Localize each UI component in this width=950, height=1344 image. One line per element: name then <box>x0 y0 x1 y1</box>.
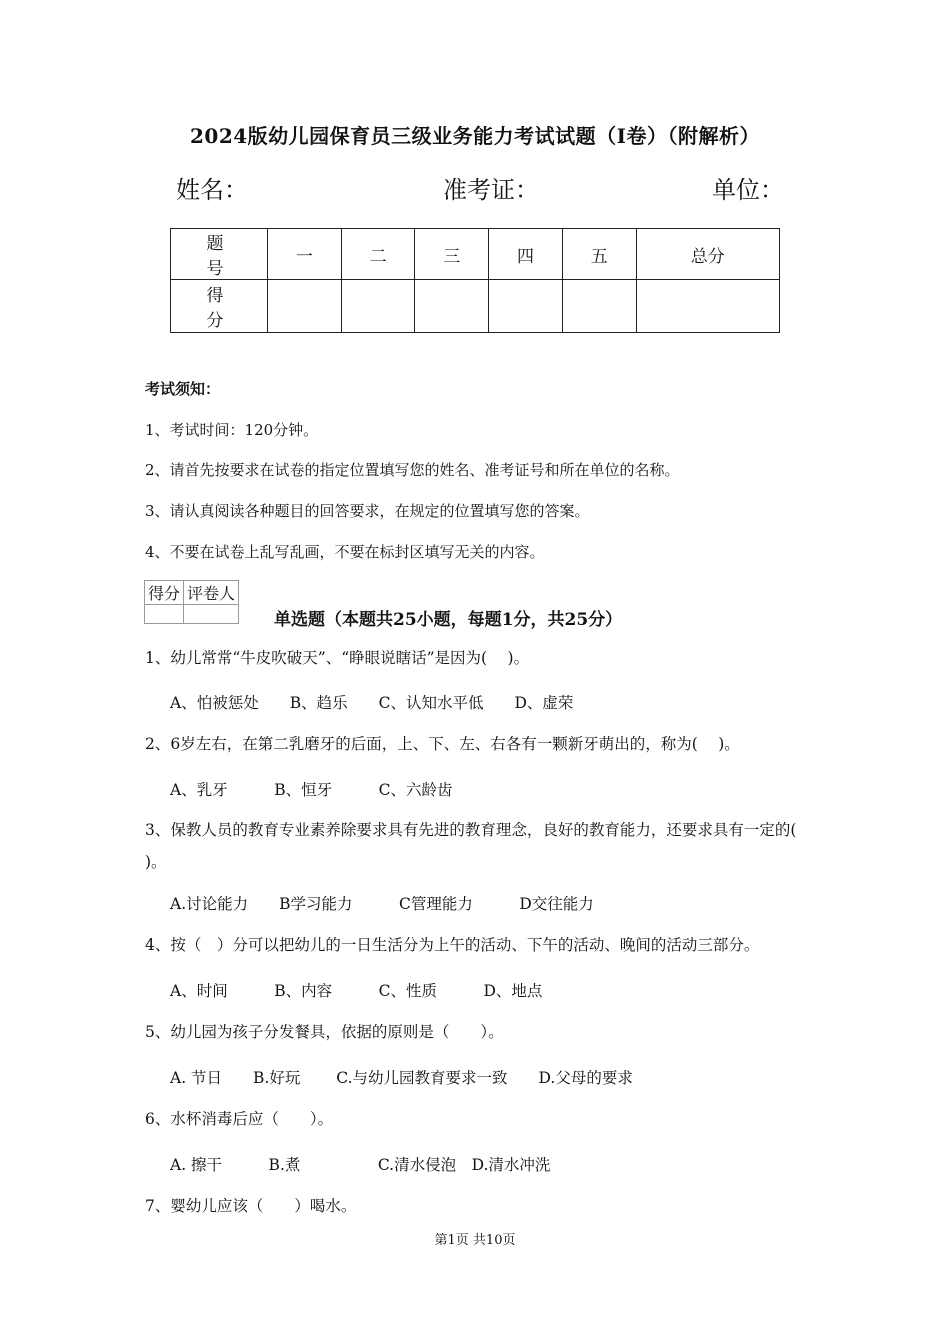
grader-score-label: 得分 <box>145 581 184 605</box>
score-cell <box>636 280 779 333</box>
grader-reviewer-label: 评卷人 <box>184 581 239 605</box>
notice-rule: 1、考试时间：120分钟。 <box>145 421 319 439</box>
score-header-cell: 四 <box>489 229 563 280</box>
section-title: 单选题（本题共25小题，每题1分，共25分） <box>274 610 623 630</box>
grader-reviewer-cell <box>184 605 239 624</box>
question-options: A、乳牙 B、恒牙 C、六龄齿 <box>170 781 453 799</box>
question-text: 5、幼儿园为孩子分发餐具，依据的原则是（ ）。 <box>145 1023 504 1041</box>
question-text: 1、幼儿常常“牛皮吹破天”、“睁眼说瞎话”是因为( )。 <box>145 649 530 667</box>
candidate-fields <box>0 170 950 204</box>
question-options: A、怕被惩处 B、趋乐 C、认知水平低 D、虚荣 <box>170 694 574 712</box>
question-options: A. 节日 B.好玩 C.与幼儿园教育要求一致 D.父母的要求 <box>170 1069 633 1087</box>
score-table-score-row <box>171 280 780 333</box>
notice-rule: 3、请认真阅读各种题目的回答要求，在规定的位置填写您的答案。 <box>145 502 590 520</box>
question-text: 3、保教人员的教育专业素养除要求具有先进的教育理念，良好的教育能力，还要求具有一定的( )。 <box>145 821 817 871</box>
score-header-cell: 题 号 <box>171 229 268 280</box>
exam-id-field-label: 准考证： <box>443 176 539 204</box>
grader-box <box>144 580 239 624</box>
notice-rule: 4、不要在试卷上乱写乱画，不要在标封区填写无关的内容。 <box>145 543 545 561</box>
score-cell <box>415 280 489 333</box>
unit-field-label: 单位： <box>712 176 784 204</box>
page-footer: 第1页 共10页 <box>434 1233 516 1248</box>
score-cell <box>562 280 636 333</box>
score-header-cell: 一 <box>268 229 342 280</box>
notice-title: 考试须知： <box>145 380 221 398</box>
page-title: 2024版幼儿园保育员三级业务能力考试试题（I卷）（附解析） <box>189 124 761 148</box>
score-header-cell: 二 <box>341 229 415 280</box>
score-cell <box>489 280 563 333</box>
question-options: A. 擦干 B.煮 C.清水侵泡 D.清水冲洗 <box>170 1156 551 1174</box>
question-text: 7、婴幼儿应该（ ）喝水。 <box>145 1197 357 1215</box>
grader-score-cell <box>145 605 184 624</box>
score-cell <box>341 280 415 333</box>
notice-rule: 2、请首先按要求在试卷的指定位置填写您的姓名、准考证号和所在单位的名称。 <box>145 461 680 479</box>
name-field-label: 姓名： <box>176 176 248 204</box>
question-options: A.讨论能力 B学习能力 C管理能力 D交往能力 <box>170 895 594 913</box>
score-row-label: 得 分 <box>171 280 268 333</box>
score-header-cell: 总分 <box>636 229 779 280</box>
score-header-cell: 三 <box>415 229 489 280</box>
score-table <box>170 228 780 333</box>
question-options: A、时间 B、内容 C、性质 D、地点 <box>170 982 543 1000</box>
question-text: 6、水杯消毒后应（ ）。 <box>145 1110 334 1128</box>
score-cell <box>268 280 342 333</box>
score-table-header-row <box>171 229 780 280</box>
score-header-cell: 五 <box>562 229 636 280</box>
question-text: 2、6岁左右，在第二乳磨牙的后面，上、下、左、右各有一颗新牙萌出的，称为( )。 <box>145 735 740 753</box>
question-text: 4、按（ ）分可以把幼儿的一日生活分为上午的活动、下午的活动、晚间的活动三部分。 <box>145 936 760 954</box>
